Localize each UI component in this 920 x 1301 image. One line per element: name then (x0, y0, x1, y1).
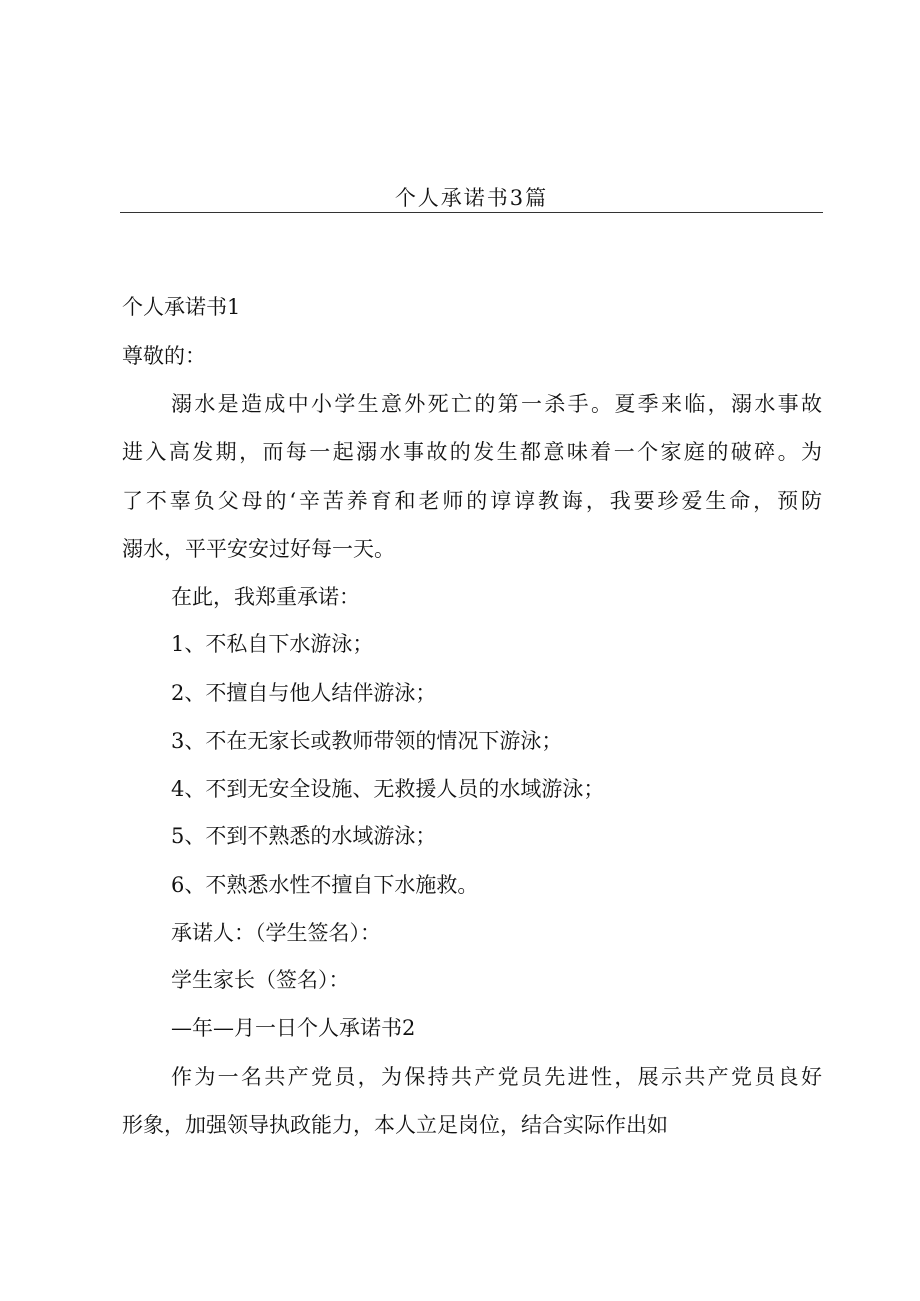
paragraph-line: 形象，加强领导执政能力，本人立足岗位，结合实际作出如 (122, 1113, 668, 1137)
pledge-item: 4、不到无安全设施、无救援人员的水域游泳； (171, 777, 605, 801)
paragraph-line: 溺水，平平安安过好每一天。 (122, 537, 395, 561)
pledge-item: 2、不擅自与他人结伴游泳； (171, 681, 437, 705)
salutation: 尊敬的： (122, 344, 206, 368)
date-and-next-title: —年—月一日个人承诺书2 (171, 1016, 416, 1040)
pledge-item: 5、不到不熟悉的水域游泳； (171, 824, 437, 848)
paragraph-line: 了不辜负父母的‘辛苦养育和老师的谆谆教诲，我要珍爱生命，预防 (122, 489, 822, 513)
paragraph-line: 溺水是造成中小学生意外死亡的第一杀手。夏季来临，溺水事故 (171, 392, 822, 416)
section-title: 个人承诺书1 (122, 295, 241, 319)
signer-student: 承诺人：（学生签名）： (171, 921, 381, 945)
signer-parent: 学生家长（签名）： (171, 968, 350, 992)
pledge-item: 6、不熟悉水性不擅自下水施救。 (171, 873, 479, 897)
paragraph-line: 作为一名共产党员，为保持共产党员先进性，展示共产党员良好 (171, 1065, 822, 1089)
header-divider (120, 212, 823, 213)
document-header-title: 个人承诺书3篇 (394, 186, 549, 210)
pledge-intro: 在此，我郑重承诺： (171, 585, 360, 609)
pledge-item: 1、不私自下水游泳； (171, 632, 374, 656)
paragraph-line: 进入高发期，而每一起溺水事故的发生都意味着一个家庭的破碎。为 (122, 440, 822, 464)
pledge-item: 3、不在无家长或教师带领的情况下游泳； (171, 729, 563, 753)
